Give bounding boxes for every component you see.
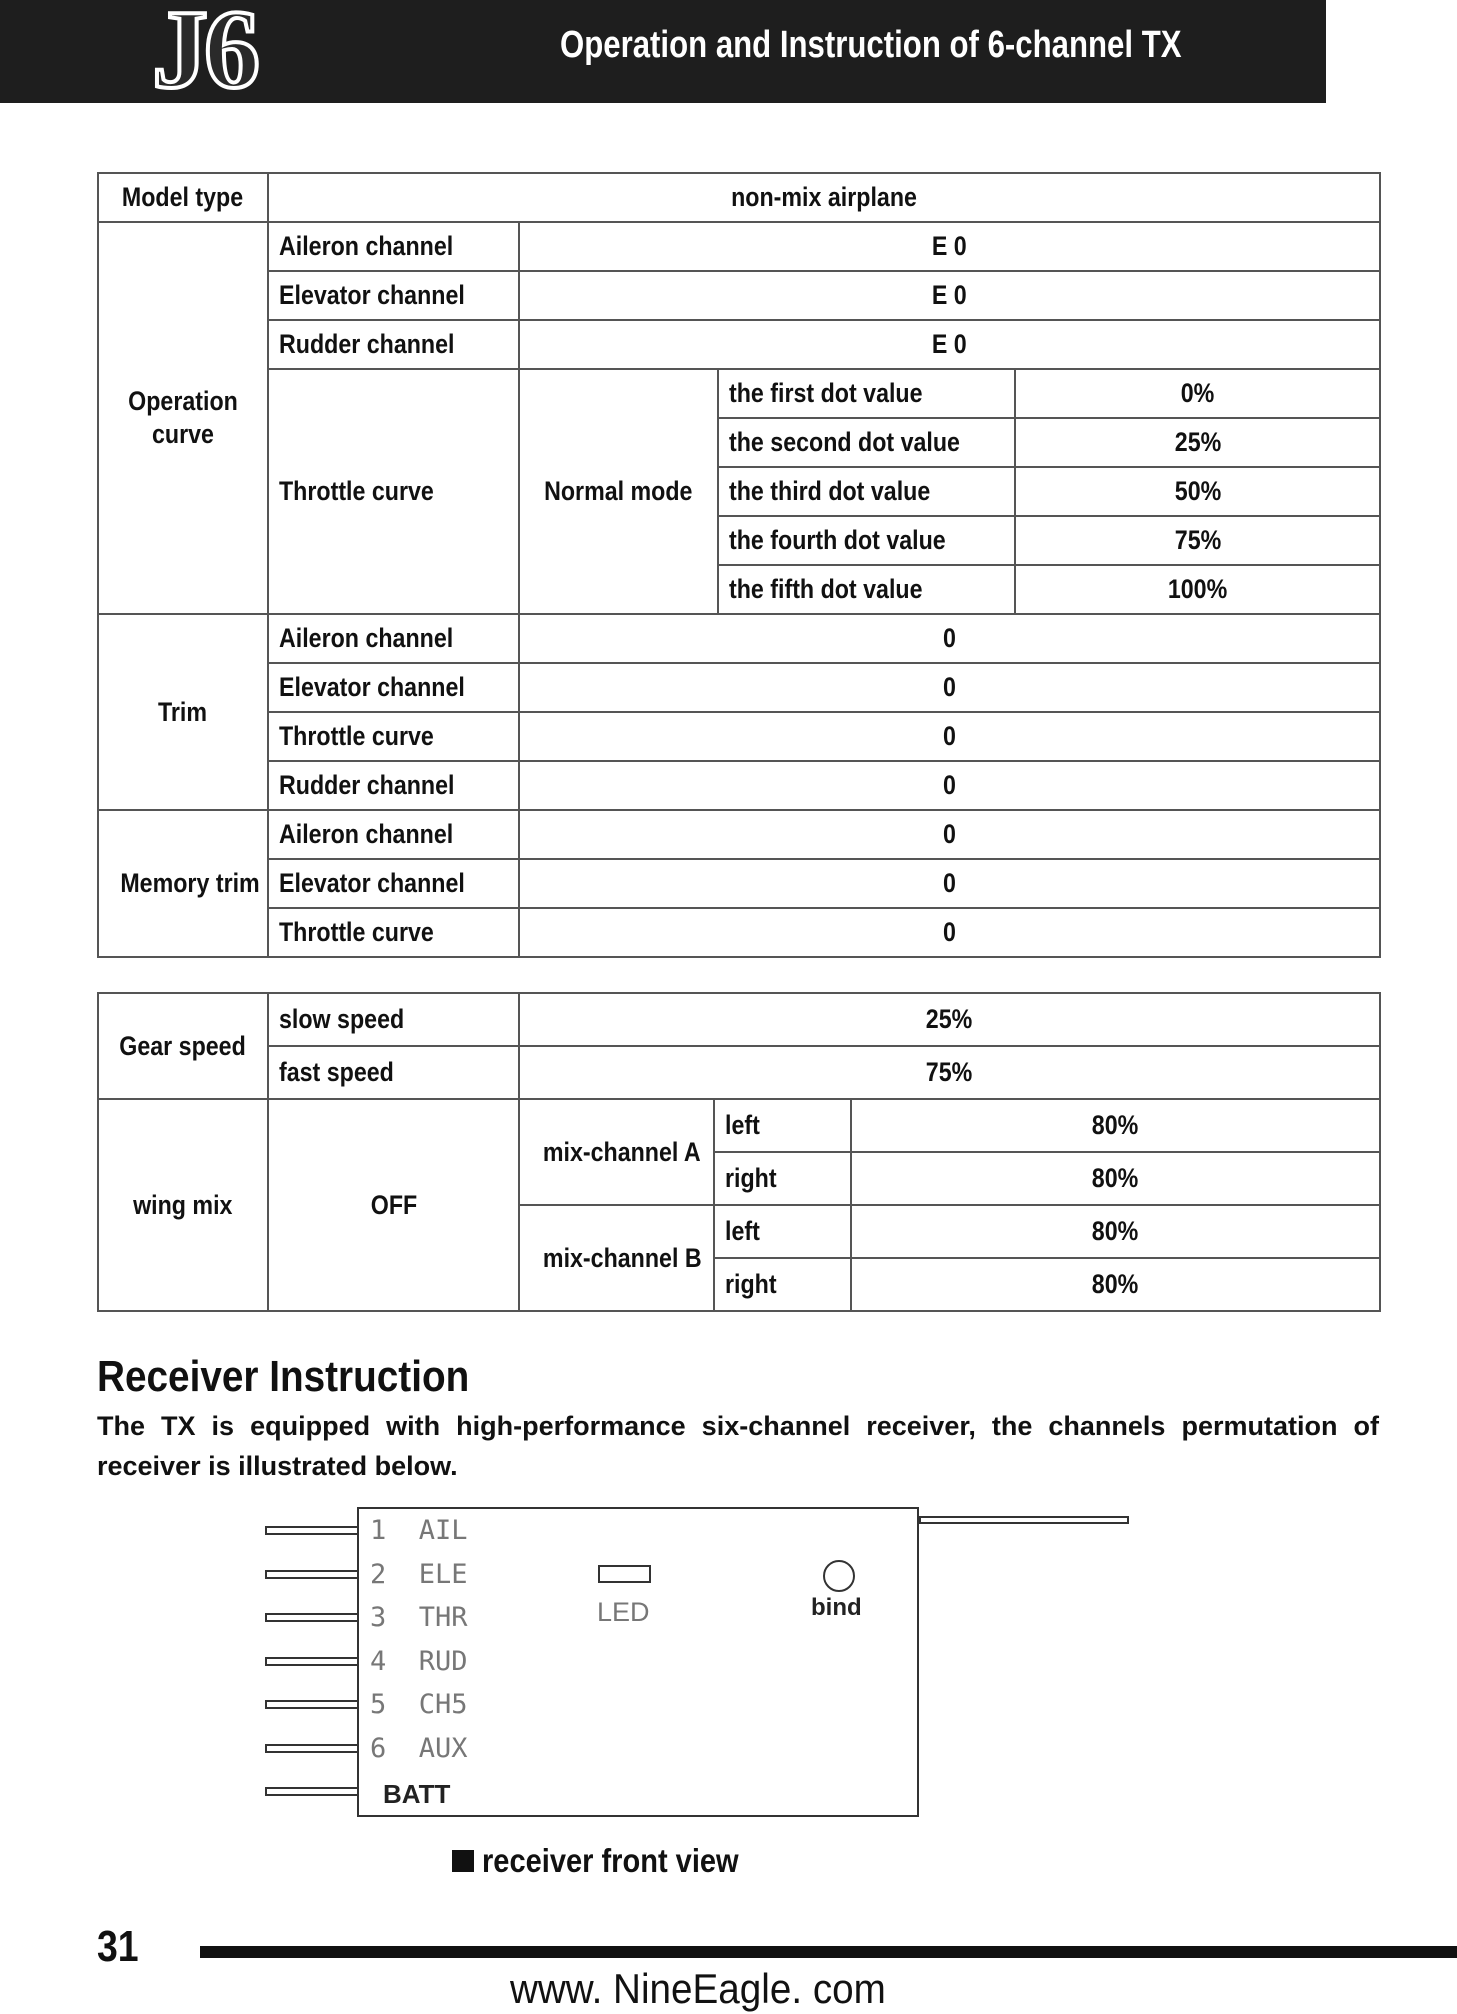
settings-table bbox=[97, 172, 1381, 958]
table-row bbox=[98, 173, 1380, 222]
channel-label: 2 ELE bbox=[370, 1559, 468, 1590]
table-row bbox=[98, 222, 1380, 271]
trim-row-label: Elevator channel bbox=[268, 663, 519, 712]
slow-speed-label: slow speed bbox=[268, 993, 519, 1046]
oc-throttle-label: Throttle curve bbox=[268, 369, 519, 614]
footer-url: www. NineEagle. com bbox=[510, 1965, 886, 2012]
table-row bbox=[98, 859, 1380, 908]
section-title: Receiver Instruction bbox=[97, 1352, 470, 1401]
receiver-paragraph: The TX is equipped with high-performance six-channel receiver, the channels permutation of receiver is illustrated below. bbox=[97, 1411, 1379, 1481]
mix-b-right-value: 80% bbox=[851, 1258, 1380, 1311]
dot-value: 25% bbox=[1015, 418, 1380, 467]
trim-row-label: Rudder channel bbox=[268, 761, 519, 810]
mix-b-left-value: 80% bbox=[851, 1205, 1380, 1258]
table-row bbox=[98, 1099, 1380, 1152]
batt-label: BATT bbox=[383, 1779, 451, 1809]
oc-elevator-value: E 0 bbox=[519, 271, 1380, 320]
mix-channel-a-label: mix-channel A bbox=[519, 1099, 714, 1205]
table-row bbox=[98, 320, 1380, 369]
square-bullet-icon bbox=[452, 1850, 474, 1872]
caption-text: receiver front view bbox=[482, 1842, 739, 1879]
trim-row-value: 0 bbox=[519, 663, 1380, 712]
operation-curve-label: Operation curve bbox=[98, 222, 268, 614]
channel-label: 1 AIL bbox=[370, 1515, 468, 1546]
dot-value: 75% bbox=[1015, 516, 1380, 565]
model-type-label: Model type bbox=[98, 173, 268, 222]
footer-divider bbox=[200, 1946, 1457, 1958]
led-label: LED bbox=[597, 1597, 650, 1627]
mix-b-left-label: left bbox=[714, 1205, 851, 1258]
page-header bbox=[0, 0, 1326, 112]
antenna-wire bbox=[919, 1516, 1129, 1524]
trim-row-value: 0 bbox=[519, 761, 1380, 810]
dot-label: the fifth dot value bbox=[718, 565, 1015, 614]
channel-label: 5 CH5 bbox=[370, 1689, 468, 1720]
memory-trim-label: Memory trim bbox=[98, 810, 268, 957]
channel-label: 4 RUD bbox=[370, 1646, 468, 1677]
mix-b-right-label: right bbox=[714, 1258, 851, 1311]
pin-connector bbox=[265, 1787, 357, 1796]
oc-aileron-label: Aileron channel bbox=[268, 222, 519, 271]
table-row bbox=[98, 1046, 1380, 1099]
dot-label: the second dot value bbox=[718, 418, 1015, 467]
pin-connector bbox=[265, 1657, 357, 1666]
mix-a-left-label: left bbox=[714, 1099, 851, 1152]
normal-mode-label: Normal mode bbox=[519, 369, 718, 614]
trim-row-value: 0 bbox=[519, 614, 1380, 663]
dot-label: the third dot value bbox=[718, 467, 1015, 516]
bind-label: bind bbox=[811, 1594, 862, 1621]
oc-rudder-label: Rudder channel bbox=[268, 320, 519, 369]
gear-table bbox=[97, 992, 1381, 1312]
trim-row-value: 0 bbox=[519, 712, 1380, 761]
gear-speed-label: Gear speed bbox=[98, 993, 268, 1099]
mix-channel-b-label: mix-channel B bbox=[519, 1205, 714, 1311]
memory-trim-row-value: 0 bbox=[519, 908, 1380, 957]
memory-trim-row-value: 0 bbox=[519, 859, 1380, 908]
table-row bbox=[98, 810, 1380, 859]
slow-speed-value: 25% bbox=[519, 993, 1380, 1046]
trim-row-label: Aileron channel bbox=[268, 614, 519, 663]
table-row bbox=[98, 908, 1380, 957]
dot-value: 0% bbox=[1015, 369, 1380, 418]
pin-connector bbox=[265, 1700, 357, 1709]
mix-a-right-value: 80% bbox=[851, 1152, 1380, 1205]
model-type-value: non-mix airplane bbox=[268, 173, 1380, 222]
memory-trim-row-label: Elevator channel bbox=[268, 859, 519, 908]
pin-connector bbox=[265, 1526, 357, 1535]
memory-trim-row-label: Throttle curve bbox=[268, 908, 519, 957]
channel-label: 3 THR bbox=[370, 1602, 468, 1633]
table-row bbox=[98, 271, 1380, 320]
oc-rudder-value: E 0 bbox=[519, 320, 1380, 369]
wing-mix-state: OFF bbox=[268, 1099, 519, 1311]
oc-aileron-value: E 0 bbox=[519, 222, 1380, 271]
dot-label: the fourth dot value bbox=[718, 516, 1015, 565]
oc-elevator-label: Elevator channel bbox=[268, 271, 519, 320]
bind-button-icon bbox=[823, 1560, 855, 1592]
channel-label: 6 AUX bbox=[370, 1733, 468, 1764]
table-row bbox=[98, 712, 1380, 761]
fast-speed-label: fast speed bbox=[268, 1046, 519, 1099]
table-row bbox=[98, 663, 1380, 712]
table-row bbox=[98, 761, 1380, 810]
dot-label: the first dot value bbox=[718, 369, 1015, 418]
table-row bbox=[98, 614, 1380, 663]
diagram-caption bbox=[452, 1842, 774, 1880]
wing-mix-label: wing mix bbox=[98, 1099, 268, 1311]
pin-connector bbox=[265, 1744, 357, 1753]
j6-logo: J6 bbox=[152, 0, 256, 112]
dot-value: 50% bbox=[1015, 467, 1380, 516]
fast-speed-value: 75% bbox=[519, 1046, 1380, 1099]
pin-connector bbox=[265, 1613, 357, 1622]
table-row bbox=[98, 369, 1380, 418]
table-row bbox=[98, 993, 1380, 1046]
memory-trim-row-label: Aileron channel bbox=[268, 810, 519, 859]
header-title: Operation and Instruction of 6-channel TX bbox=[560, 24, 1182, 66]
dot-value: 100% bbox=[1015, 565, 1380, 614]
trim-label: Trim bbox=[98, 614, 268, 810]
page-number: 31 bbox=[97, 1922, 139, 1971]
mix-a-right-label: right bbox=[714, 1152, 851, 1205]
trim-row-label: Throttle curve bbox=[268, 712, 519, 761]
mix-a-left-value: 80% bbox=[851, 1099, 1380, 1152]
led-indicator bbox=[598, 1565, 651, 1583]
memory-trim-row-value: 0 bbox=[519, 810, 1380, 859]
pin-connector bbox=[265, 1570, 357, 1579]
